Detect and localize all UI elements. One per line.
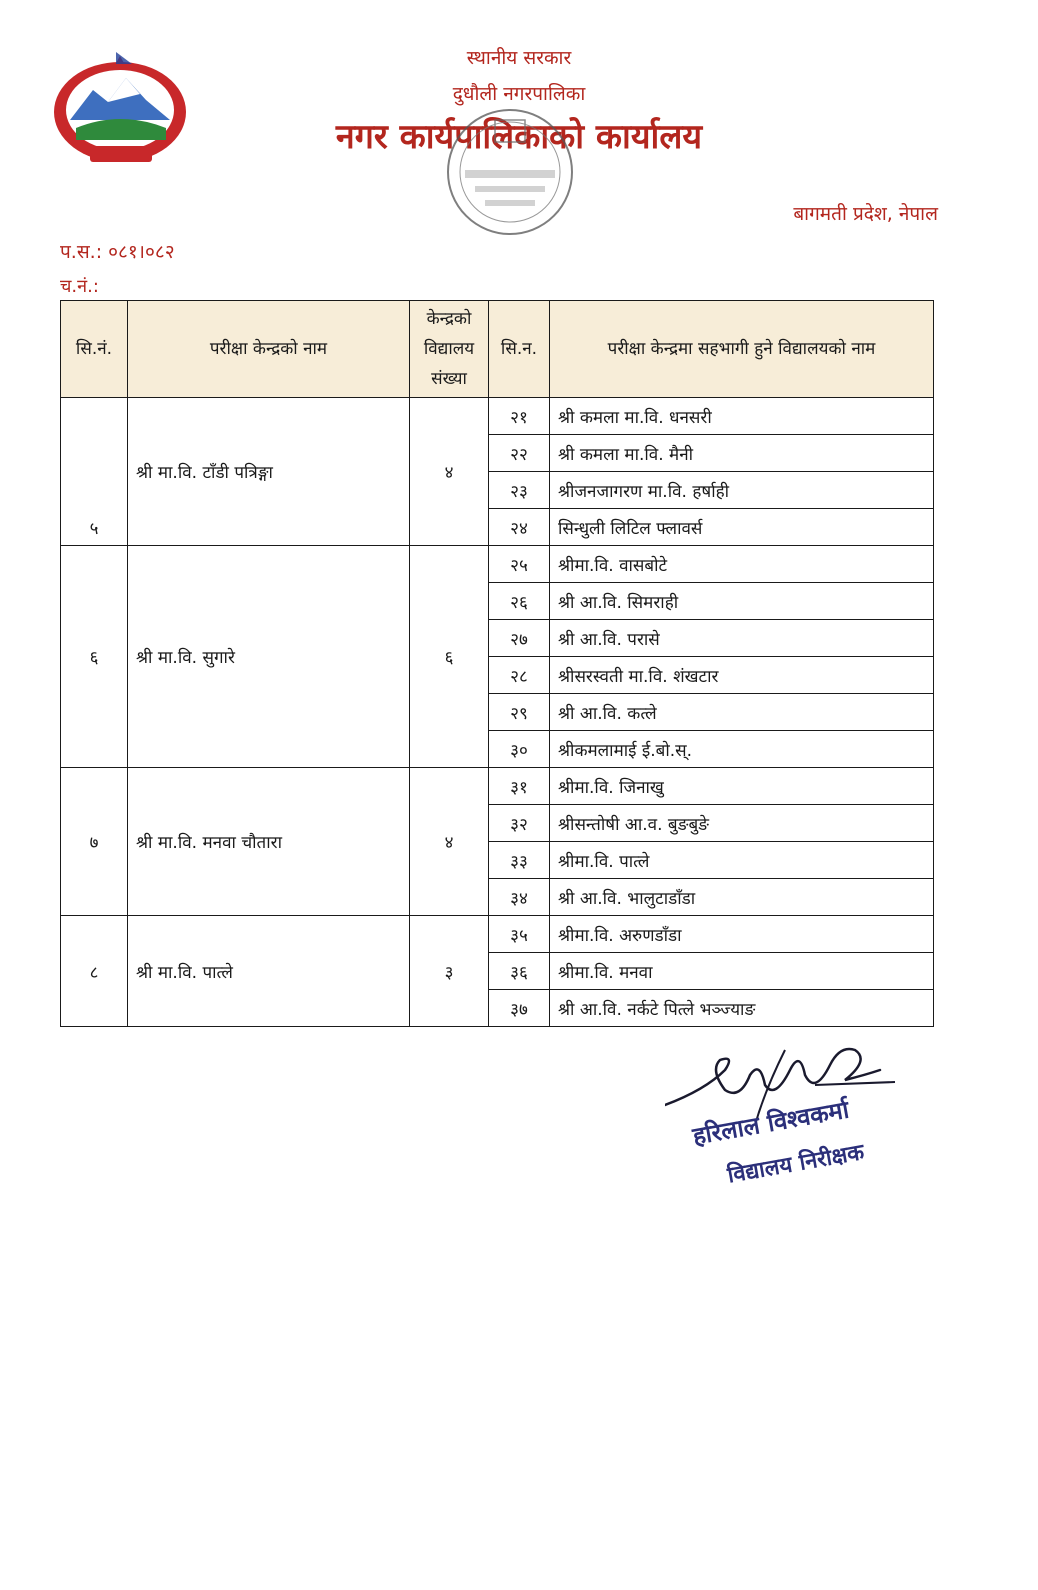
group-center-name: श्री मा.वि. टाँडी पत्रिङ्गा bbox=[128, 398, 410, 546]
school-sn: २५ bbox=[489, 546, 550, 583]
header-school-count bbox=[410, 301, 489, 398]
table-row bbox=[61, 398, 934, 435]
group-school-count: ४ bbox=[410, 398, 489, 546]
header-count-line3: संख्या bbox=[431, 369, 467, 389]
school-name: श्रीकमलामाई ई.बो.स्. bbox=[550, 731, 934, 768]
table-row bbox=[61, 768, 934, 805]
dispatch-number-label: च.नं.: bbox=[60, 276, 99, 297]
header-center-name: परीक्षा केन्द्रको नाम bbox=[128, 301, 410, 398]
table-row bbox=[61, 916, 934, 953]
header-school-name: परीक्षा केन्द्रमा सहभागी हुने विद्यालयको नाम bbox=[550, 301, 934, 398]
school-sn: २७ bbox=[489, 620, 550, 657]
school-sn: ३५ bbox=[489, 916, 550, 953]
school-name: श्री आ.वि. कत्ले bbox=[550, 694, 934, 731]
school-sn: ३३ bbox=[489, 842, 550, 879]
school-sn: ३२ bbox=[489, 805, 550, 842]
office-stamp-seal bbox=[435, 100, 585, 245]
school-name: श्रीसरस्वती मा.वि. शंखटार bbox=[550, 657, 934, 694]
school-sn: ३७ bbox=[489, 990, 550, 1027]
school-sn: २२ bbox=[489, 435, 550, 472]
school-name: श्री आ.वि. नर्कटे पित्ले भञ्ज्याङ bbox=[550, 990, 934, 1027]
school-name: सिन्धुली लिटिल फ्लावर्स bbox=[550, 509, 934, 546]
table-row bbox=[61, 546, 934, 583]
school-sn: २८ bbox=[489, 657, 550, 694]
group-school-count: ४ bbox=[410, 768, 489, 916]
school-name: श्रीजनजागरण मा.वि. हर्षाही bbox=[550, 472, 934, 509]
header-sn: सि.नं. bbox=[61, 301, 128, 398]
school-sn: ३० bbox=[489, 731, 550, 768]
school-sn: २४ bbox=[489, 509, 550, 546]
school-name: श्रीमा.वि. मनवा bbox=[550, 953, 934, 990]
school-sn: ३६ bbox=[489, 953, 550, 990]
reference-label: प.स.: bbox=[60, 241, 103, 263]
school-sn: ३१ bbox=[489, 768, 550, 805]
group-school-count: ६ bbox=[410, 546, 489, 768]
school-sn: २१ bbox=[489, 398, 550, 435]
group-center-name: श्री मा.वि. मनवा चौतारा bbox=[128, 768, 410, 916]
school-sn: २९ bbox=[489, 694, 550, 731]
group-center-name: श्री मा.वि. सुगारे bbox=[128, 546, 410, 768]
school-sn: २३ bbox=[489, 472, 550, 509]
header-office-title: नगर कार्यपालिकाको कार्यालय bbox=[335, 117, 703, 157]
header-count-line1: केन्द्रको bbox=[426, 309, 472, 329]
school-name: श्रीमा.वि. पात्ले bbox=[550, 842, 934, 879]
school-name: श्री आ.वि. भालुटाडाँडा bbox=[550, 879, 934, 916]
group-center-name: श्री मा.वि. पात्ले bbox=[128, 916, 410, 1027]
school-name: श्री कमला मा.वि. मैनी bbox=[550, 435, 934, 472]
signatory-name-stamp: हरिलाल विश्वकर्मा bbox=[690, 1095, 851, 1151]
group-sn: ६ bbox=[61, 546, 128, 768]
school-name: श्री आ.वि. परासे bbox=[550, 620, 934, 657]
group-school-count: ३ bbox=[410, 916, 489, 1027]
school-name: श्रीमा.वि. जिनाखु bbox=[550, 768, 934, 805]
header-count-line2: विद्यालय bbox=[423, 339, 475, 359]
group-sn: ७ bbox=[61, 768, 128, 916]
school-name: श्रीमा.वि. वासबोटे bbox=[550, 546, 934, 583]
group-sn: ८ bbox=[61, 916, 128, 1027]
school-sn: २६ bbox=[489, 583, 550, 620]
school-name: श्रीमा.वि. अरुणडाँडा bbox=[550, 916, 934, 953]
header-local-government: स्थानीय सरकार bbox=[466, 47, 572, 69]
header-province: बागमती प्रदेश, नेपाल bbox=[793, 203, 938, 225]
header-sn2: सि.न. bbox=[489, 301, 550, 398]
exam-centers-table bbox=[60, 300, 934, 1027]
signatory-title-stamp: विद्यालय निरीक्षक bbox=[725, 1139, 867, 1189]
school-name: श्री कमला मा.वि. धनसरी bbox=[550, 398, 934, 435]
table-header-row bbox=[61, 301, 934, 398]
school-name: श्रीसन्तोषी आ.व. बुङबुङे bbox=[550, 805, 934, 842]
reference-number bbox=[60, 238, 175, 264]
group-sn: ५ bbox=[61, 398, 128, 546]
school-name: श्री आ.वि. सिमराही bbox=[550, 583, 934, 620]
reference-value: ०८१।०८२ bbox=[108, 241, 175, 263]
header-municipality: दुधौली नगरपालिका bbox=[452, 83, 586, 105]
school-sn: ३४ bbox=[489, 879, 550, 916]
